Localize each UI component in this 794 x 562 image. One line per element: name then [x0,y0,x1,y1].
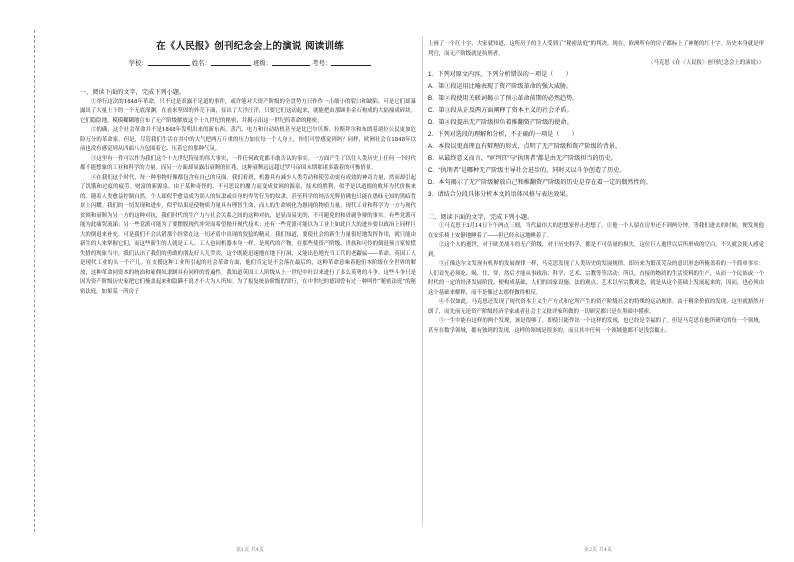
passage-continuation: 上画了一个红十字，大家就知道，这所房子的主人受到了“秘密法庭”的判决。现在，欧洲所有的房子都标上了神秘的红十字。历史本身就是审判官，而无产阶级就是执刑者。 [428,41,764,57]
passage-para-3: ③这里有一件可以作为我们这个十九世纪特征的伟大事实，一件任何政党都不敢否认的事实。一方面产生了以往人类历史上任何一个时代都不能想象的工业和科学的力量。而另一方面却显露出衰颓的征兆，这种衰颓远远超过罗马帝国末期那诸多载着的可怖情景。 [80,155,416,171]
q2-option-b[interactable]: B．从最终意义而言，“审判官”与“执刑者”都是由无产阶级担当的历史。 [428,154,617,162]
question-3: 3．请结合分段具体分析本文的语体风格与表达效果。 [428,190,572,198]
left-column [80,86,416,297]
page-number-right: 第2页 共4页 [584,547,612,553]
q2-option-c[interactable]: C．“执刑者”是哪种无产阶级主导社会进步的，同时又以斗争创造了历史。 [428,166,626,174]
question-2: 2．下列对选段的理解和分析，不正确的一项是（ ） [428,130,578,138]
reading-para-4: ④不仅如此。马克思还发现了现代资本主义生产方式和它所产生的资产阶级社会的特殊的运动规律。由于剩余价值的发现，这里就豁然开朗了，而先前无论资产阶级经济学家或者社会主义批评家所做的一切研究都只是在黑暗中摸索。 [428,299,764,315]
header [80,38,420,67]
class-field[interactable] [272,58,310,66]
q2-option-a[interactable]: A．本段以更真理直有辩理的形式，点明了无产阶级和资产阶级的背景。 [428,142,621,150]
passage-para-4: ④在我们这个时代，每一种事物好像都包含有自己的反面。我们看到，机器具有减少人类劳动和使劳动更有成效的神奇力量，然而却引起了饥饿和过度的疲劳。财富的新源泉，由于某种奇怪的、不可思议的魔力而变成贫困的源泉。技术的胜利，似乎是以道德的败坏为代价换来的。随着人类愈益控制自然，个人却似乎愈益成为别人的奴隶或自身的卑劣行为的奴隶。甚至科学的纯洁光辉仿佛也只能在愚昧无知的黑暗背景上闪耀。我们的一切发现和进步，似乎结果是使物质力量具有理智生命，而人的生命则化为愚钝的物质力量。现代工业和科学为一方与现代贫困和衰颓为另一方的这种对抗，我们时代的生产力与社会关系之间的这种对抗，是显而易见的、不可避免的和毋庸争辩的事实。有些党派可能为此痛哭流涕；另一些党派可能为了要摆脱现代冲突而希望抛开现代技术；还有一些党派可能以为工业上如此巨大的进步要以政治上同样巨大的倒退来补充。可是我们不会认错那个经常在这一切矛盾中出现的狡狯的精灵。我们知道，要使社会的新生力量很好地发挥作用，就只能由新生的人来掌握它们，而这些新生的人就是工人。工人也同机器本身一样，是现代的产物。在那些使资产阶级、贵族和可怜的倒退预言家惊慌失措的现象当中，我们认出了我们的勇敢的朋友好人儿罗宾，这个既能迅速地在地下打洞、又能出色地充当工兵的老鼹鼠——革命。英国工人是现代工业的头一个产儿。在支援这种工业所引起的社会革命方面，他们肯定是不会落在最后的，这种革命意味着他们本阶级在全世界的解放，这种革命同资本的统治和雇佣奴隶制具有同样的普遍性。我知道英国工人阶级从上一世纪中叶以来进行了多么英勇的斗争，这些斗争只是因为资产阶级历史家把它们掩盖起来和隐瞒不说才不大为人所知。为了报复统治阶级的罪行，在中世纪的德国曾有过一种叫作“秘密法庭”的秘密法庭。如果某一所房子 [80,174,416,295]
reading-para-3: ③正像达尔文发现有机界的发展规律一样，马克思发现了人类历史的发展规律，即历来为繁茂芜杂的意识形态所掩盖着的一个简单事实：人们首先必须吃、喝、住、穿，然后才能从事政治、科学、艺术、宗教等等活动；所以，直接的物质的生活资料的生产，从而一个民族或一个时代的一定的经济发展阶段，便构成基础，人们的国家设施、法的观点、艺术以至宗教观念，就是从这个基础上发展起来的，因而，也必须由这个基础来解释，而不是像过去那样做得相反。 [428,261,764,296]
section-1-heading: 一、阅读下面的文字，完成下列小题。 [80,89,186,96]
class-label: 班级： [253,59,273,67]
section-2-heading: 二、阅读下面的文字，完成下列小题。 [428,213,534,221]
column-divider [422,36,423,526]
page-number-left: 第1页 共4页 [236,547,264,553]
name-field[interactable] [211,58,251,66]
reading-para-5: ⑤一生中能有这样的两个发现，该是很够了。即使只能作出一个这样的发现，也已经是幸福的了。但是马克思在他所研究的每一个领域，甚至在数学领域，都有独到的发现，这样的领域是很多的，而且其中任何一个领域他都不是浅尝辄止。 [428,318,764,334]
reading-para-1: ①马克思于3月14日下午两点三刻，当代最伟大的思想家停止思想了。让他一个人留在房里还不到两分钟，等我们进去的时候，便发现他在安乐椅上安静地睡着了——但已经永远地睡着了。 [428,223,764,239]
question-1: 1．下列对原文内容，下列分析错误的一项是（ ） [428,70,572,78]
passage-para-1: ①举行这次的1848年革命，只不过是表露不足道的事件，或许能对大资产阶级的全盘势力只作作一击细小的裂口和缺陷。可是它们却暴露出了大量土下的一个无底深渊。在看来坚固的外壳下面，显出了大洋汪洋，只要它们这动起来，就能把由那顾非金石构成的大陆撞成碎块。它们隐隐地、模模糊糊地宣布了无产阶级解放这个十九世纪的秘密，并揭示出这一世纪的革命的秘密。 [80,98,416,124]
passage-source: （马克思《在〈人民报〉创刊纪念会上的演说》） [648,60,764,66]
page-title: 在《人民报》创刊纪念会上的演说 阅读训练 [156,41,344,52]
reading-para-2: ②这个人的逝世，对于欧美战斗的无产阶级，对于历史科学，都是不可估量的损失。这位巨人逝世以后所形成的空白，不久就会使人感觉到。 [428,242,764,258]
right-column [428,40,764,336]
passage-para-2: ②的确，这个社会革命并不是1848年发明出来的新东西。蒸汽、电力和自动纺机甚至是比巴尔贝斯、拉斯拜尔和布朗基诸位公民更加危险万分的革命家。但是，尽管我们生活在其中的大气把两万斤重的压力加在每一个人身上，你们可曾感觉到吗？同样，欧洲社会在1848年以前也没有感觉到从四面八方包围着它、压着它的那种气氛。 [80,127,416,152]
school-field[interactable] [148,58,190,66]
info-line [80,58,420,67]
q1-option-c[interactable]: C．第③段从正反两方面阐释了资本主义的社会矛盾。 [428,106,573,114]
id-field[interactable] [331,58,371,66]
name-label: 姓名： [191,59,211,67]
q1-option-a[interactable]: A．第①段运用比喻表现了资产阶级革命的强大威胁。 [428,82,573,90]
binding-margin [6,0,66,562]
id-label: 考号： [312,59,332,67]
school-label: 学校： [128,59,148,67]
q1-option-d[interactable]: D．第④段提出无产阶级担负着推翻资产阶级的使命。 [428,118,573,126]
q2-option-d[interactable]: D．本句揭示了无产阶级解放自己和推翻资产阶级的历史是存在着一定的偶然性的。 [428,178,652,186]
q1-option-b[interactable]: B．第②段使用关联词揭示了预示革命前期的必然趋势。 [428,94,579,102]
binding-dashed-line [34,30,35,532]
